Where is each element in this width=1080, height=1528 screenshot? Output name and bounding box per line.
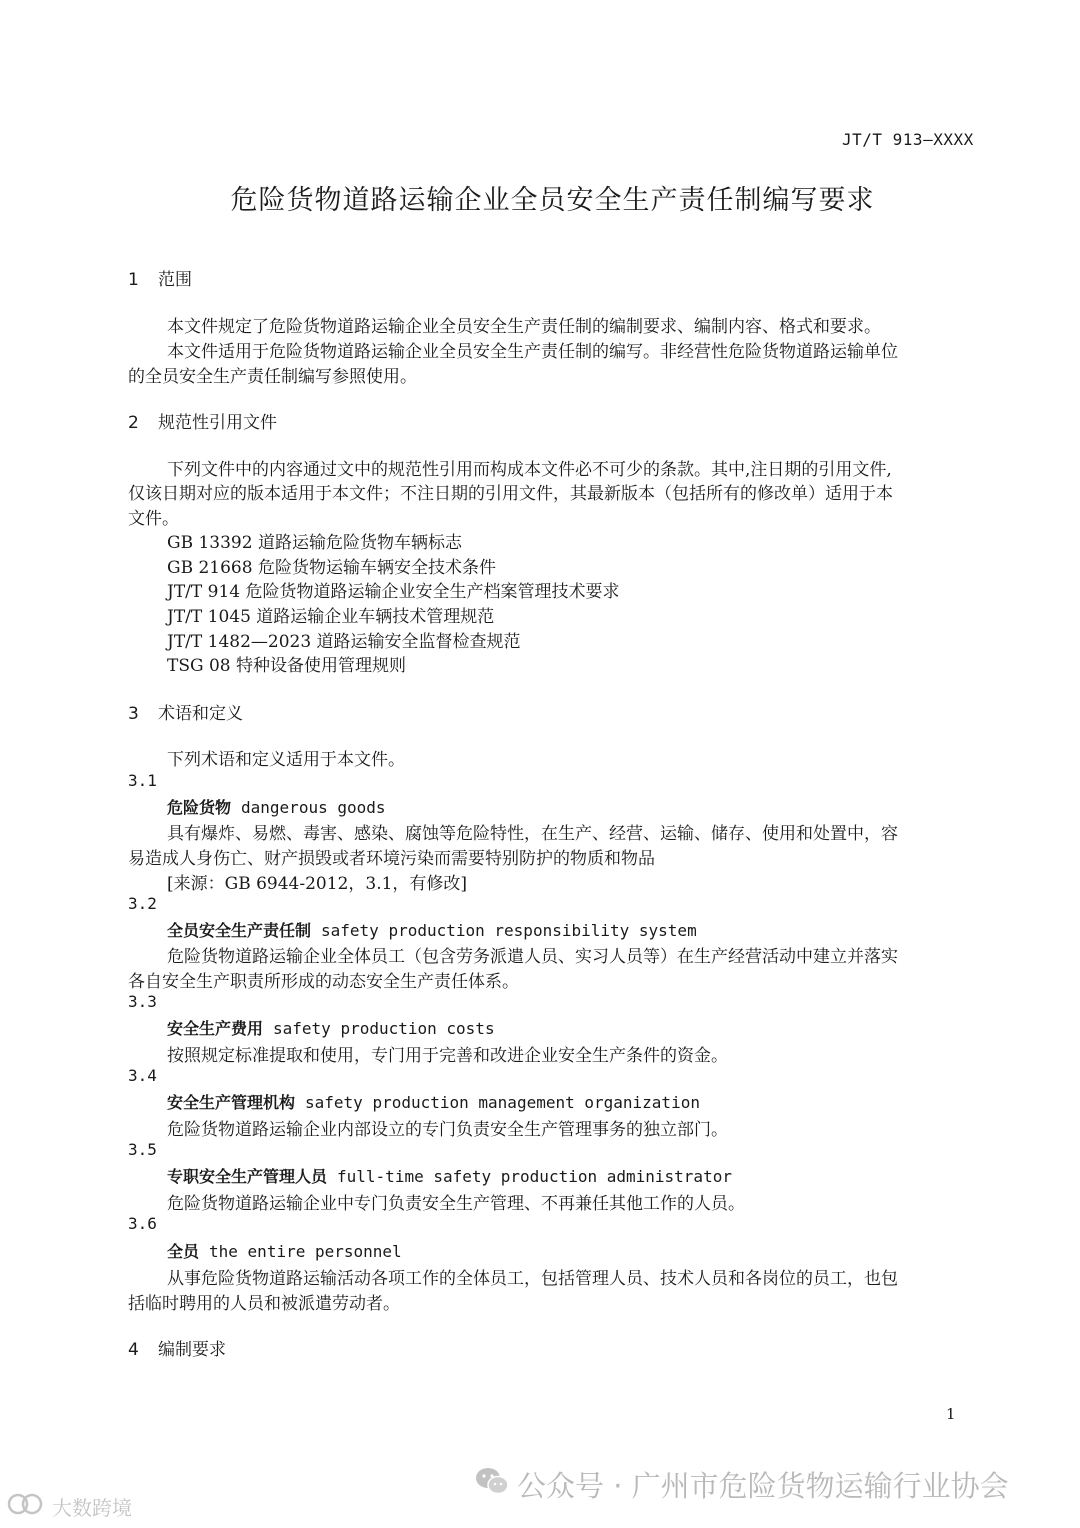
paragraph: 仅该日期对应的版本适用于本文件；不注日期的引用文件，其最新版本（包括所有的修改单）适用于本	[128, 484, 893, 504]
section-3-heading: 3 术语和定义	[128, 704, 243, 724]
term-definition: 括临时聘用的人员和被派遣劳动者。	[128, 1294, 400, 1314]
document-title: 危险货物道路运输企业全员安全生产责任制编写要求	[230, 185, 875, 216]
term-number: 3.1	[128, 771, 157, 790]
paragraph: 文件。	[128, 509, 179, 529]
paragraph: 本文件规定了危险货物道路运输企业全员安全生产责任制的编制要求、编制内容、格式和要求。	[167, 317, 881, 337]
paragraph: 的全员安全生产责任制编写参照使用。	[128, 367, 417, 387]
paragraph: 下列文件中的内容通过文中的规范性引用而构成本文件必不可少的条款。其中,注日期的引用文件,	[167, 460, 892, 480]
term-number: 3.3	[128, 992, 157, 1011]
reference-item: JT/T 1482—2023 道路运输安全监督检查规范	[167, 632, 521, 652]
term-definition: 危险货物道路运输企业全体员工（包含劳务派遣人员、实习人员等）在生产经营活动中建立并落实	[167, 947, 898, 967]
section-1-heading: 1 范围	[128, 270, 192, 290]
term-number: 3.4	[128, 1066, 157, 1085]
reference-item: GB 21668 危险货物运输车辆安全技术条件	[167, 558, 496, 578]
link-icon	[6, 1492, 48, 1521]
term-title: 专职安全生产管理人员 full-time safety production administrator	[167, 1167, 732, 1186]
term-number: 3.2	[128, 894, 157, 913]
reference-item: JT/T 1045 道路运输企业车辆技术管理规范	[167, 607, 495, 627]
term-title: 危险货物 dangerous goods	[167, 798, 386, 817]
term-definition: 从事危险货物道路运输活动各项工作的全体员工，包括管理人员、技术人员和各岗位的员工，也包	[167, 1269, 898, 1289]
term-definition: 按照规定标准提取和使用，专门用于完善和改进企业安全生产条件的资金。	[167, 1046, 728, 1066]
page-number: 1	[946, 1405, 956, 1423]
corner-watermark: 大数跨境	[6, 1492, 132, 1521]
paragraph: 本文件适用于危险货物道路运输企业全员安全生产责任制的编写。非经营性危险货物道路运输单位	[167, 342, 898, 362]
term-definition: 危险货物道路运输企业内部设立的专门负责安全生产管理事务的独立部门。	[167, 1120, 728, 1140]
reference-item: TSG 08 特种设备使用管理规则	[167, 656, 407, 676]
term-title: 全员 the entire personnel	[167, 1242, 402, 1261]
term-definition: 具有爆炸、易燃、毒害、感染、腐蚀等危险特性，在生产、经营、运输、储存、使用和处置中，容	[167, 824, 898, 844]
term-title: 安全生产费用 safety production costs	[167, 1019, 495, 1038]
term-source: [来源：GB 6944-2012，3.1，有修改]	[167, 874, 468, 894]
term-definition: 各自安全生产职责所形成的动态安全生产责任体系。	[128, 972, 519, 992]
wechat-icon	[475, 1466, 509, 1503]
watermark: 公众号 · 广州市危险货物运输行业协会	[475, 1464, 1009, 1505]
reference-item: JT/T 914 危险货物道路运输企业安全生产档案管理技术要求	[167, 582, 620, 602]
paragraph: 下列术语和定义适用于本文件。	[167, 750, 405, 770]
section-4-heading: 4 编制要求	[128, 1340, 226, 1360]
term-title: 安全生产管理机构 safety production management organization	[167, 1093, 700, 1112]
term-definition: 危险货物道路运输企业中专门负责安全生产管理、不再兼任其他工作的人员。	[167, 1194, 745, 1214]
term-definition: 易造成人身伤亡、财产损毁或者环境污染而需要特别防护的物质和物品	[128, 849, 655, 869]
section-2-heading: 2 规范性引用文件	[128, 413, 277, 433]
term-title: 全员安全生产责任制 safety production responsibility system	[167, 921, 697, 940]
term-number: 3.5	[128, 1140, 157, 1159]
term-number: 3.6	[128, 1214, 157, 1233]
reference-item: GB 13392 道路运输危险货物车辆标志	[167, 533, 462, 553]
document-code: JT/T 913—XXXX	[842, 130, 974, 149]
